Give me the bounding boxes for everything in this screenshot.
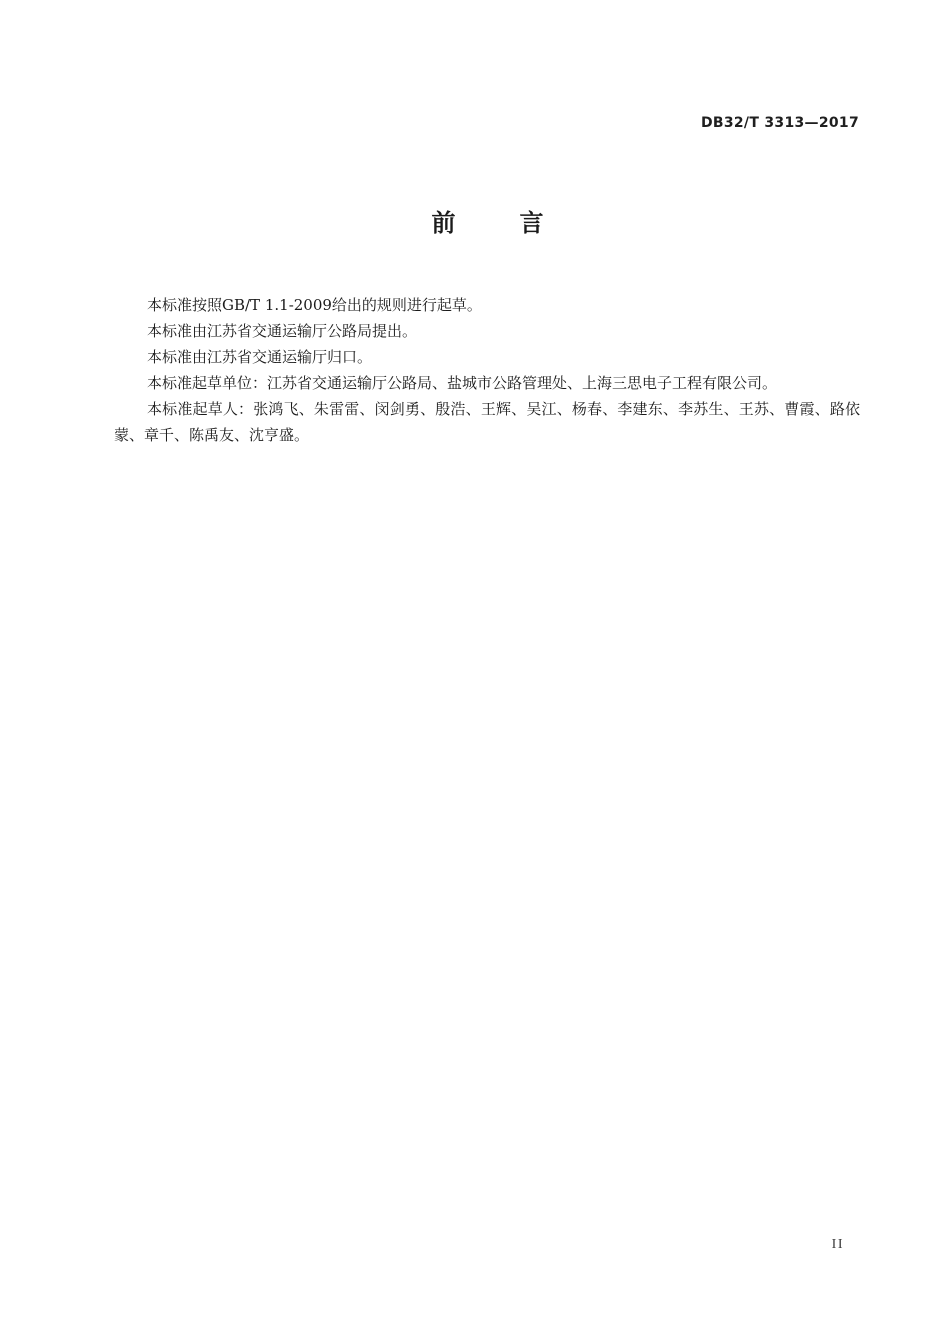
standard-number: DB32/T 3313—2017 [700, 115, 859, 131]
paragraph-responsible-unit: 本标准由江苏省交通运输厅归口。 [147, 348, 373, 366]
title-char-1: 前 [431, 209, 456, 237]
paragraph-proposer: 本标准由江苏省交通运输厅公路局提出。 [147, 322, 418, 340]
page-number: II [831, 1237, 844, 1252]
foreword-body [114, 292, 860, 448]
page-title [0, 203, 950, 238]
paragraph-drafting-rules: 本标准按照GB/T 1.1-2009给出的规则进行起草。 [147, 296, 482, 314]
title-char-2: 言 [519, 209, 544, 237]
paragraph-drafters: 本标准起草人：张鸿飞、朱雷雷、闵剑勇、殷浩、王辉、吴江、杨春、李建东、李苏生、王苏、曹霞、路依蒙、章千、陈禹友、沈亨盛。 [114, 400, 860, 444]
paragraph-drafting-units: 本标准起草单位：江苏省交通运输厅公路局、盐城市公路管理处、上海三思电子工程有限公司。 [147, 374, 778, 392]
